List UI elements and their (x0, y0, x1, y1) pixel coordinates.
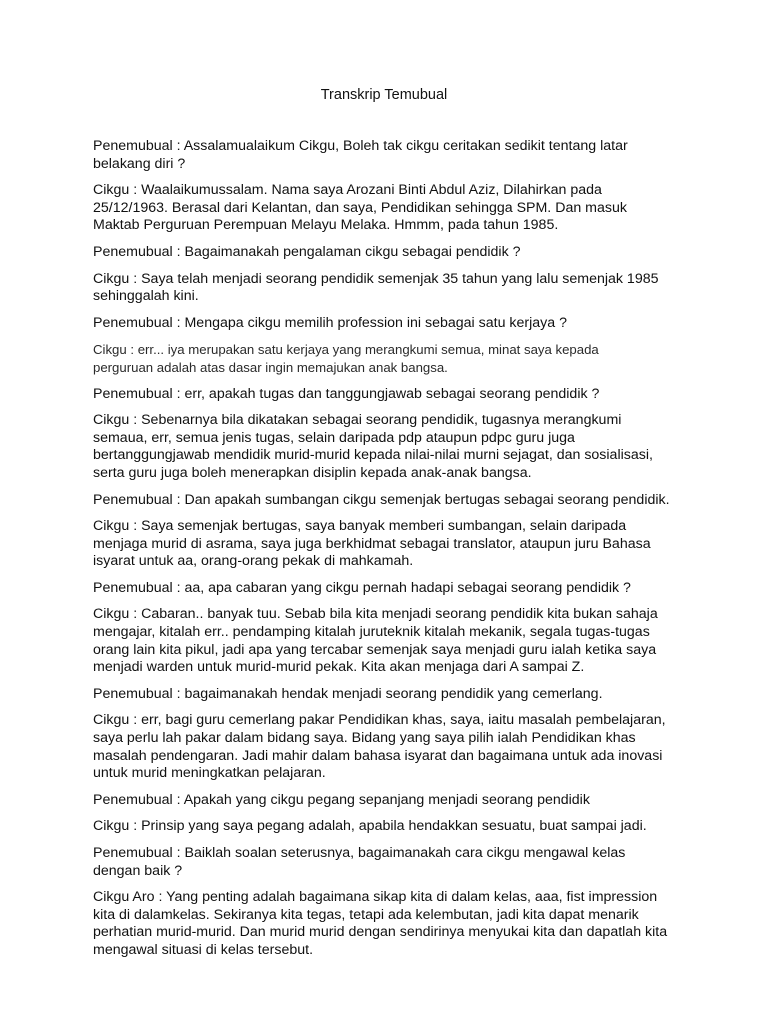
answer-paragraph: Cikgu : Prinsip yang saya pegang adalah, apabila hendakkan sesuatu, buat sampai jadi. (93, 818, 647, 835)
question-paragraph: Penemubual : Assalamualaikum Cikgu, Boleh tak cikgu ceritakan sedikit tentang latar belakang diri ? (93, 138, 628, 172)
answer-paragraph: Cikgu : Cabaran.. banyak tuu. Sebab bila kita menjadi seorang pendidik kita bukan sahaja mengajar, kitalah err.. pendamping kitalah juruteknik kitalah mekanik, segala tugas-tugas orang lain kita pikul, jadi apa yang tercabar semenjak saya menjadi guru ialah ketika saya menjadi warden untuk murid-murid pekak. Kita akan menjaga dari A sampai Z. (93, 606, 658, 676)
answer-paragraph: Cikgu Aro : Yang penting adalah bagaimana sikap kita di dalam kelas, aaa, fist impression kita di dalamkelas. Sekiranya kita tegas, tetapi ada kelembutan, jadi kita dapat menarik perhatian murid-murid. Dan murid murid dengan sendirinya menyukai kita dan dapatlah kita mengawal situasi di kelas tersebut. (93, 889, 668, 958)
answer-paragraph: Cikgu : Sebenarnya bila dikatakan sebagai seorang pendidik, tugasnya merangkumi semaua, err, semua jenis tugas, selain daripada pdp ataupun pdpc guru juga bertanggungjawab mendidik murid-murid kepada nilai-nilai murni sejagat, dan sosialisasi, serta guru juga boleh menerapkan disiplin kepada anak-anak bangsa. (93, 412, 653, 481)
question-paragraph: Penemubual : bagaimanakah hendak menjadi seorang pendidik yang cemerlang. (93, 685, 603, 702)
question-paragraph: Penemubual : Bagaimanakah pengalaman cikgu sebagai pendidik ? (93, 243, 521, 260)
answer-paragraph: Cikgu : Waalaikumussalam. Nama saya Arozani Binti Abdul Aziz, Dilahirkan pada 25/12/1963. Berasal dari Kelantan, dan saya, Pendidikan sehingga SPM. Dan masuk Maktab Perguruan Perempuan Melayu Melaka. Hmmm, pada tahun 1985. (93, 182, 627, 234)
answer-paragraph: Cikgu : err, bagi guru cemerlang pakar Pendidikan khas, saya, iaitu masalah pembelajaran, saya perlu lah pakar dalam bidang saya. Bidang yang saya pilih ialah Pendidikan khas masalah pendengaran. Jadi mahir dalam bahasa isyarat dan bagaimana untuk ada inovasi untuk murid meningkatkan pelajaran. (93, 712, 666, 782)
document-title: Transkrip Temubual (320, 87, 448, 103)
question-paragraph: Penemubual : Apakah yang cikgu pegang sepanjang menjadi seorang pendidik (93, 791, 590, 808)
question-paragraph: Penemubual : Mengapa cikgu memilih profession ini sebagai satu kerjaya ? (93, 314, 567, 331)
question-paragraph: Penemubual : err, apakah tugas dan tanggungjawab sebagai seorang pendidik ? (93, 385, 600, 402)
answer-paragraph: Cikgu : err... iya merupakan satu kerjaya yang merangkumi semua, minat saya kepada perguruan adalah atas dasar ingin memajukan anak bangsa. (93, 342, 599, 375)
answer-paragraph: Cikgu : Saya telah menjadi seorang pendidik semenjak 35 tahun yang lalu semenjak 1985 sehinggalah kini. (93, 270, 659, 305)
question-paragraph: Penemubual : aa, apa cabaran yang cikgu pernah hadapi sebagai seorang pendidik ? (93, 579, 631, 596)
question-paragraph: Penemubual : Dan apakah sumbangan cikgu semenjak bertugas sebagai seorang pendidik. (93, 491, 670, 508)
answer-paragraph: Cikgu : Saya semenjak bertugas, saya banyak memberi sumbangan, selain daripada menjaga murid di asrama, saya juga berkhidmat sebagai translator, ataupun juru Bahasa isyarat untuk aa, orang-orang pekak di mahkamah. (93, 518, 651, 570)
question-paragraph: Penemubual : Baiklah soalan seterusnya, bagaimanakah cara cikgu mengawal kelas dengan baik ? (93, 845, 626, 879)
transcript-body (93, 138, 683, 969)
